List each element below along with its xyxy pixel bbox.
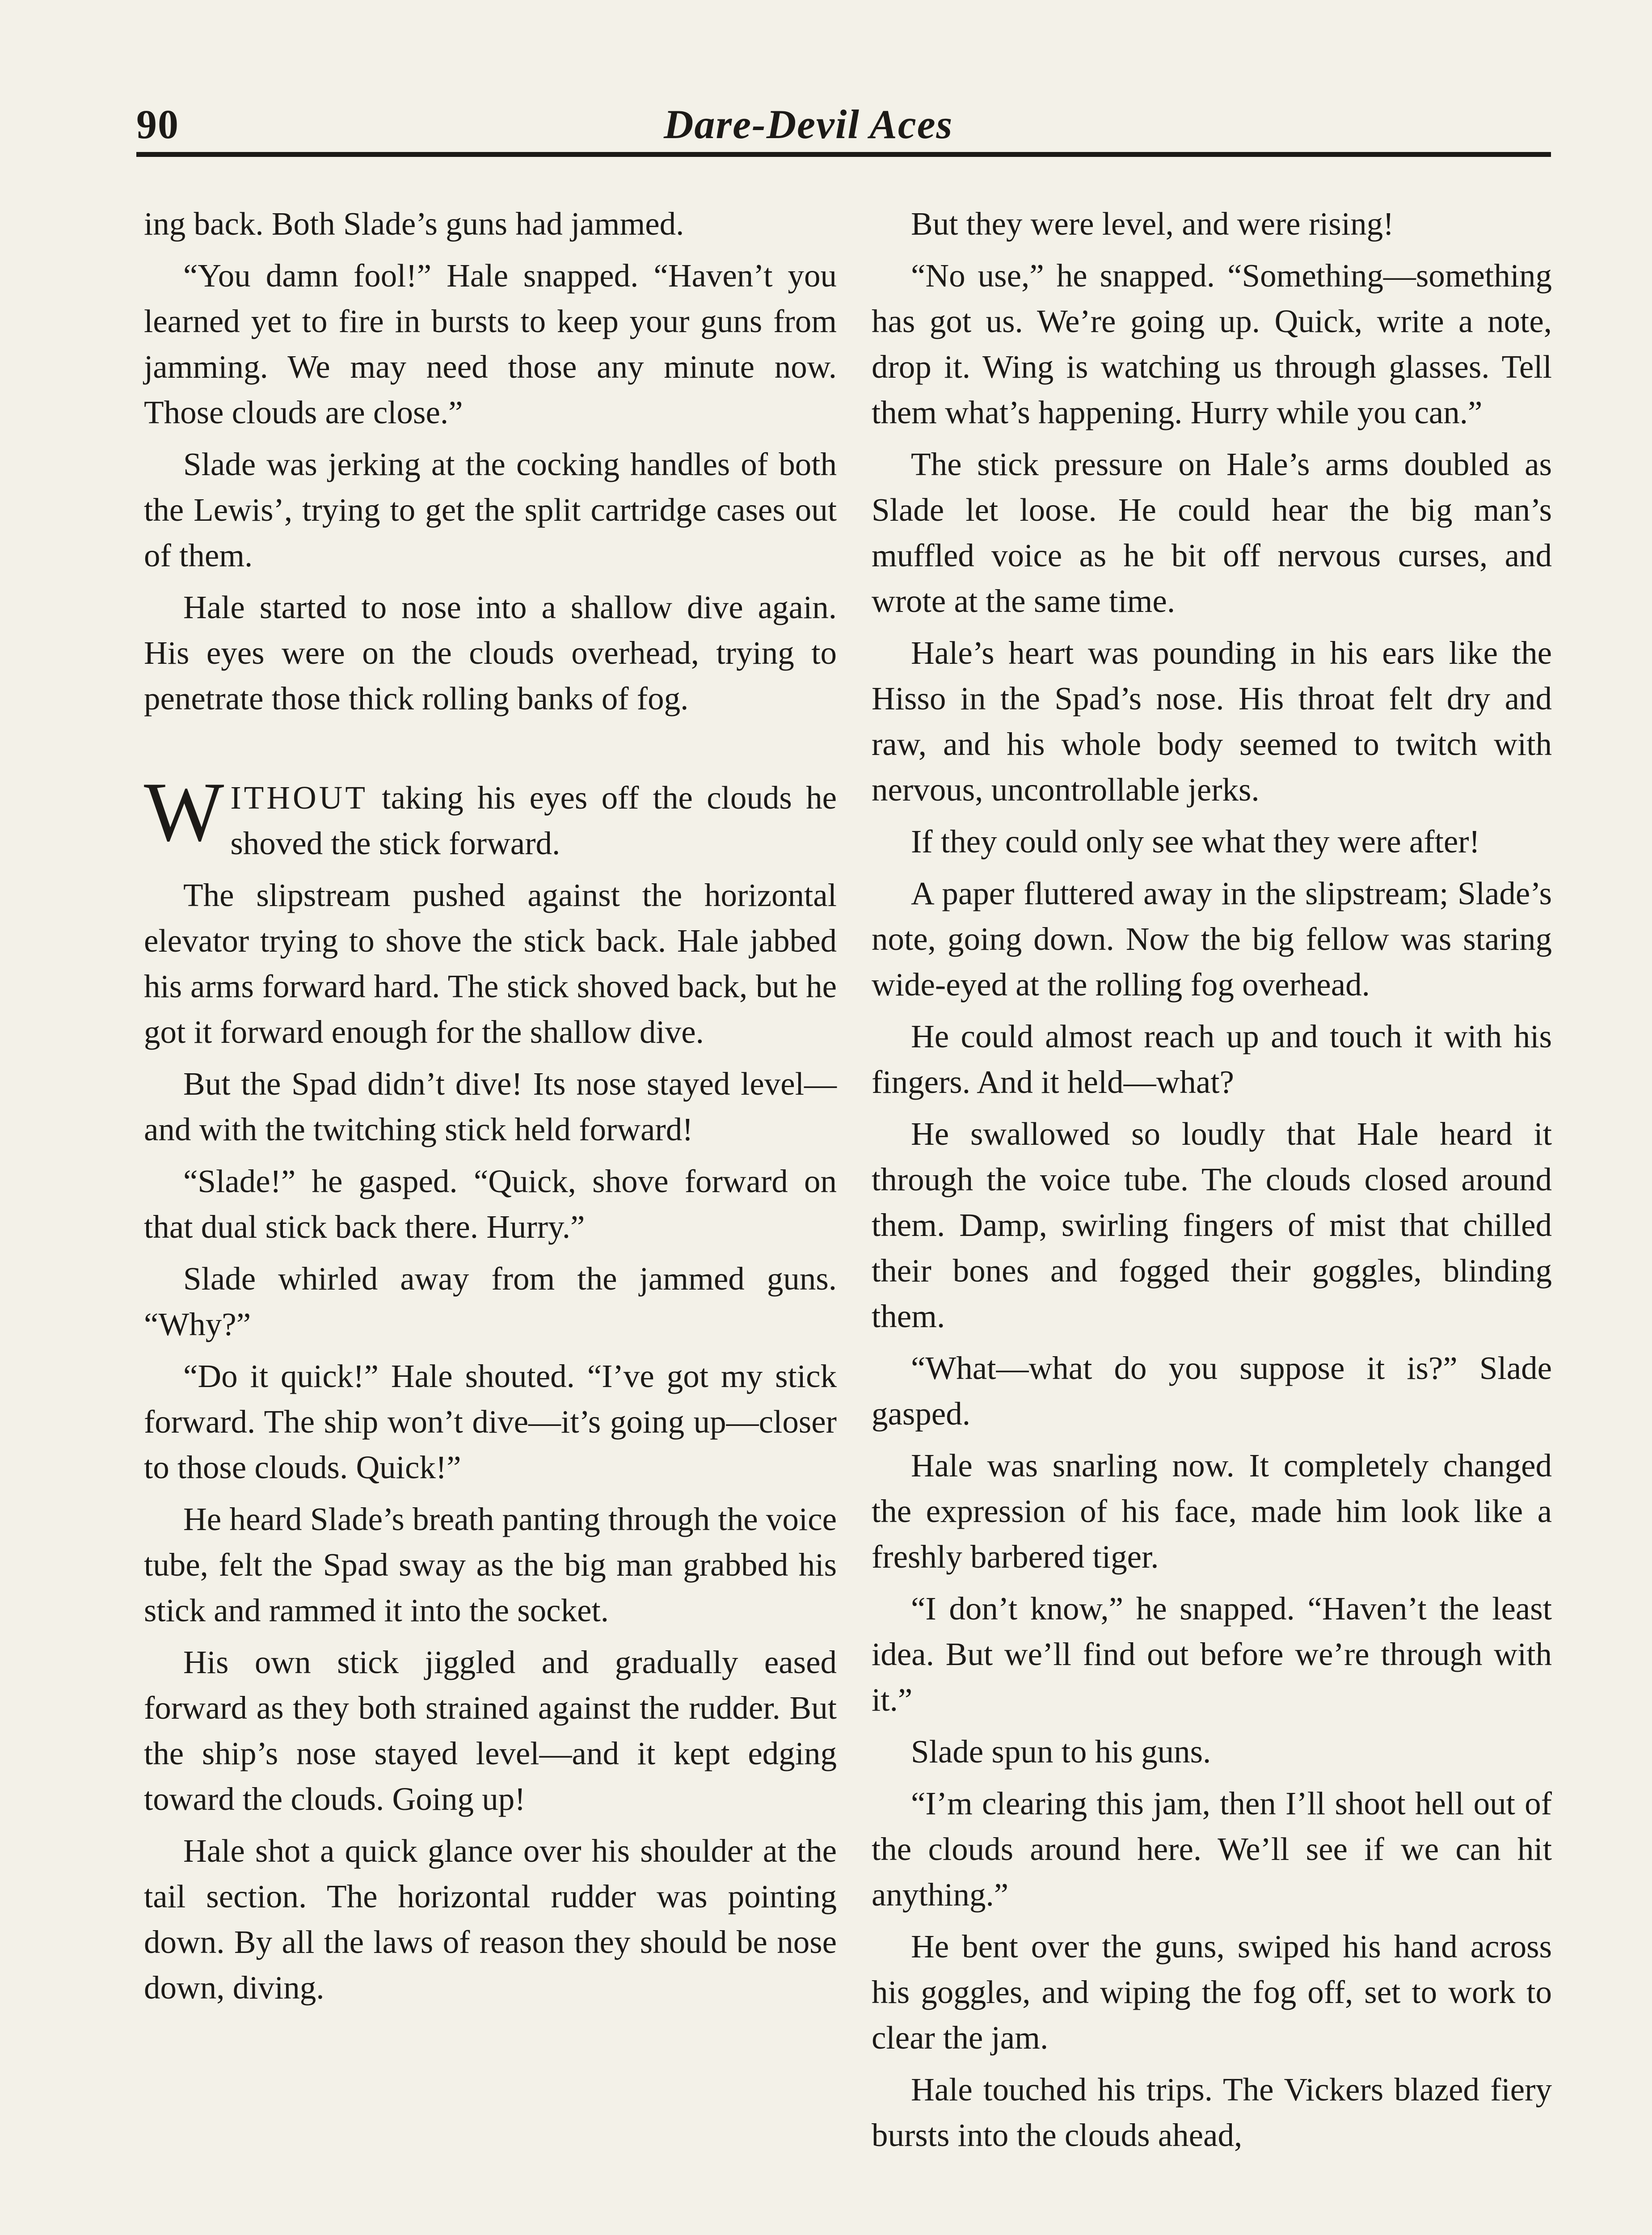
paragraph: He swallowed so loudly that Hale heard it through the voice tube. The clouds closed around them. Damp, swirling fingers of mist that chilled their bones and fogged their goggles, blinding them. (872, 1116, 1552, 1334)
small-caps-lead: ITHOUT (230, 780, 368, 816)
paragraph: Hale touched his trips. The Vickers blazed fiery bursts into the clouds ahead, (872, 2071, 1552, 2153)
paragraph: “I’m clearing this jam, then I’ll shoot hell out of the clouds around here. We’ll see if we can hit anything.” (872, 1785, 1552, 1913)
paragraph: “No use,” he snapped. “Something—something has got us. We’re going up. Quick, write a note, drop it. Wing is watching us through glasses. Tell them what’s happening. Hurry while you can.” (872, 257, 1552, 430)
right-column (872, 201, 1552, 2164)
paragraph: Hale was snarling now. It completely changed the expression of his face, made him look like a freshly barbered tiger. (872, 1447, 1552, 1575)
paragraph: A paper fluttered away in the slipstream; Slade’s note, going down. Now the big fellow was staring wide-eyed at the rolling fog overhead. (872, 875, 1552, 1003)
paragraph: Slade spun to his guns. (911, 1733, 1211, 1770)
paragraph: Slade whirled away from the jammed guns. “Why?” (144, 1261, 837, 1342)
drop-cap: W (144, 765, 224, 859)
paragraph: The slipstream pushed against the horizontal elevator trying to shove the stick back. Hale jabbed his arms forward hard. The stick shoved back, but he got it forward enough for the shallow dive. (144, 877, 837, 1050)
paragraph: “Slade!” he gasped. “Quick, shove forward on that dual stick back there. Hurry.” (144, 1163, 837, 1245)
page-header (136, 96, 1551, 159)
section-start-text: taking his eyes off the clouds he shoved the stick forward. (230, 780, 837, 861)
paragraph: But the Spad didn’t dive! Its nose stayed level—and with the twitching stick held forward! (144, 1066, 837, 1147)
paragraph: Hale shot a quick glance over his shoulder at the tail section. The horizontal rudder was pointing down. By all the laws of reason they should be nose down, diving. (144, 1833, 837, 2006)
header-rule (136, 152, 1551, 157)
paragraph: The stick pressure on Hale’s arms doubled as Slade let loose. He could hear the big man’s muffled voice as he bit off nervous curses, and wrote at the same time. (872, 446, 1552, 619)
paragraph: Hale started to nose into a shallow dive again. His eyes were on the clouds overhead, trying to penetrate those thick rolling banks of fog. (144, 589, 837, 717)
section-start-paragraph (144, 765, 837, 866)
paragraph: “I don’t know,” he snapped. “Haven’t the least idea. But we’ll find out before we’re through with it.” (872, 1590, 1552, 1718)
paragraph: He heard Slade’s breath panting through the voice tube, felt the Spad sway as the big man grabbed his stick and rammed it into the socket. (144, 1501, 837, 1628)
paragraph: He could almost reach up and touch it with his fingers. And it held—what? (872, 1018, 1552, 1100)
paragraph: “Do it quick!” Hale shouted. “I’ve got my stick forward. The ship won’t dive—it’s going up—closer to those clouds. Quick!” (144, 1358, 837, 1485)
paragraph: ing back. Both Slade’s guns had jammed. (144, 206, 684, 242)
paragraph: “You damn fool!” Hale snapped. “Haven’t you learned yet to fire in bursts to keep your guns from jamming. We may need those any minute now. Those clouds are close.” (144, 257, 837, 430)
paragraph: But they were level, and were rising! (911, 206, 1394, 242)
paragraph: His own stick jiggled and gradually eased forward as they both strained against the rudder. But the ship’s nose stayed level—and it kept edging toward the clouds. Going up! (144, 1644, 837, 1817)
running-title: Dare-Devil Aces (664, 101, 953, 147)
paragraph: Slade was jerking at the cocking handles of both the Lewis’, trying to get the split cartridge cases out of them. (144, 446, 837, 574)
paragraph: If they could only see what they were after! (911, 823, 1480, 860)
paragraph: He bent over the guns, swiped his hand across his goggles, and wiping the fog off, set to work to clear the jam. (872, 1928, 1552, 2056)
page-number: 90 (136, 101, 179, 147)
paragraph: Hale’s heart was pounding in his ears like the Hisso in the Spad’s nose. His throat felt dry and raw, and his whole body seemed to twitch with nervous, uncontrollable jerks. (872, 635, 1552, 808)
left-column (144, 201, 837, 2017)
paragraph: “What—what do you suppose it is?” Slade gasped. (872, 1350, 1552, 1432)
